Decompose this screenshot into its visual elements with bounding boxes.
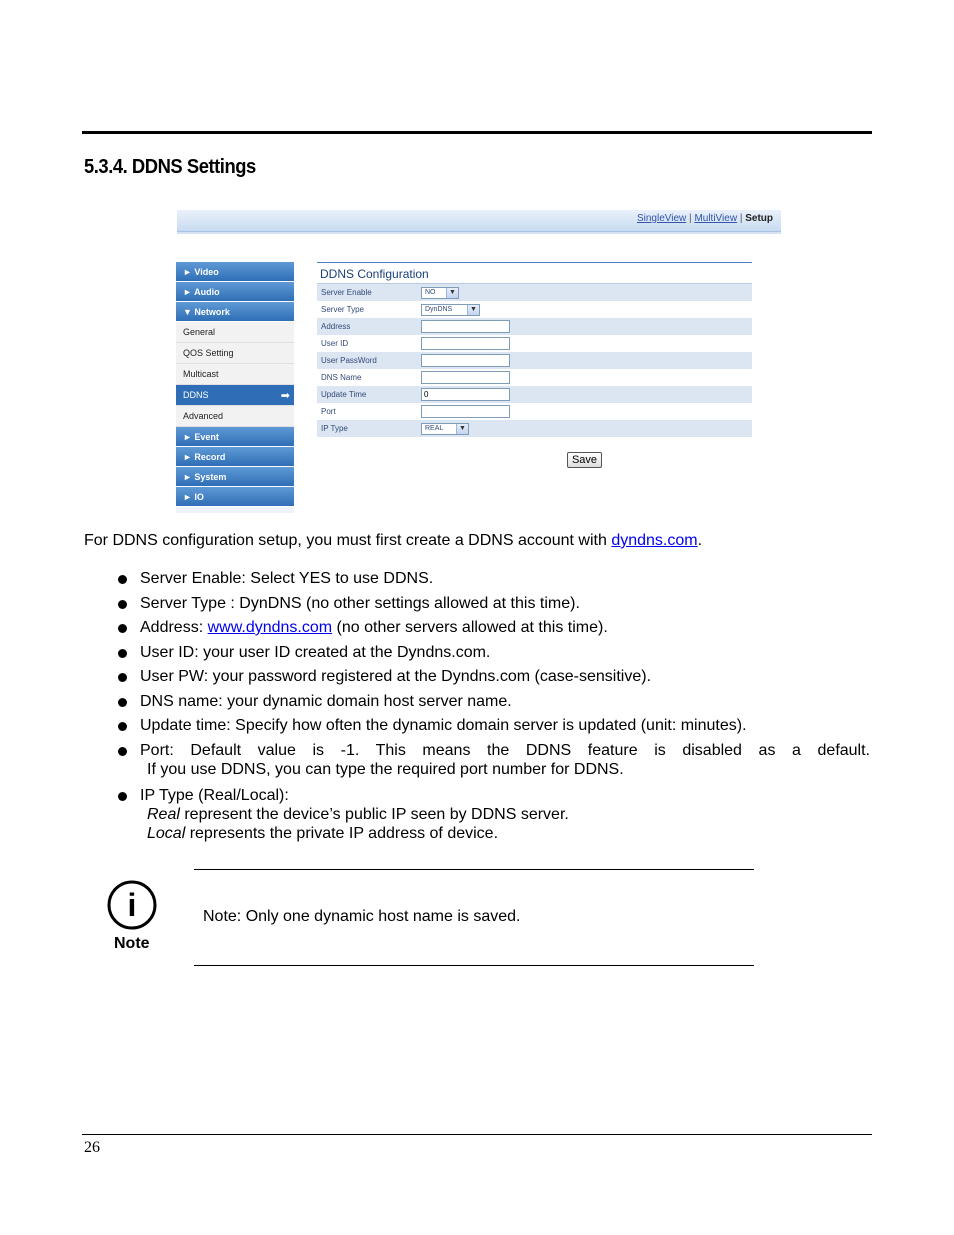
note-top-rule [194,869,754,870]
list-item-text: IP Type (Real/Local): [140,786,289,804]
www-dyndns-link[interactable]: www.dyndns.com [207,619,333,636]
user-id-input[interactable] [421,337,510,350]
list-item-text: (no other servers allowed at this time). [332,619,608,636]
list-item-text: Address: [140,619,208,636]
address-row [317,318,752,335]
sidebar-item-label: DDNS [183,390,209,400]
list-item: DNS name: your dynamic domain host server name. [117,693,870,711]
section-title: 5.3.4. DDNS Settings [84,156,256,178]
sidebar-item-io[interactable]: ► IO [176,487,294,507]
local-term: Local [147,824,186,842]
ip-type-real-line [140,806,870,824]
page-number: 26 [84,1139,100,1156]
update-time-input[interactable] [421,388,510,401]
ddns-config-panel [317,262,752,437]
password-row [317,352,752,369]
settings-bullet-list [117,570,870,849]
update-time-row [317,386,752,403]
sidebar-item-general[interactable]: General [176,322,294,343]
list-item [117,787,870,843]
update-time-label: Update Time [321,390,367,399]
multiview-link[interactable]: MultiView [694,213,738,224]
save-button[interactable]: Save [567,452,602,468]
nav-separator: | [739,213,743,224]
sidebar-item-record[interactable]: ► Record [176,447,294,467]
real-description: represent the device’s public IP seen by DDNS server. [179,805,569,823]
ip-type-row [317,420,752,437]
dns-name-row [317,369,752,386]
selected-value: REAL [425,425,444,432]
sidebar-item-event[interactable]: ► Event [176,427,294,447]
address-label: Address [321,322,351,331]
info-icon [107,880,157,930]
list-item: Server Type : DynDNS (no other settings allowed at this time). [117,595,870,613]
port-label: Port [321,407,336,416]
info-icon-letter: i [127,887,137,923]
dyndns-link[interactable]: dyndns.com [611,532,698,549]
selected-value: DynDNS [425,306,453,313]
setup-link[interactable]: Setup [745,213,773,224]
server-type-row [317,301,752,318]
list-item: Server Enable: Select YES to use DDNS. [117,570,870,588]
dns-name-input[interactable] [421,371,510,384]
password-input[interactable] [421,354,510,367]
list-item: User ID: your user ID created at the Dyndns.com. [117,644,870,662]
singleview-link[interactable]: SingleView [636,213,687,224]
port-input[interactable] [421,405,510,418]
intro-text: For DDNS configuration setup, you must first create a DDNS account with [84,532,612,549]
top-navigation [637,213,773,224]
list-item: User PW: your password registered at the Dyndns.com (case-sensitive). [117,668,870,686]
user-id-row [317,335,752,352]
list-item-text: Port: Default value is -1. This means the DDNS feature is disabled as a default. [140,741,870,759]
list-item-text: If you use DDNS, you can type the required port number for DDNS. [147,760,624,778]
server-enable-label: Server Enable [321,288,372,297]
server-enable-row [317,284,752,301]
address-input[interactable] [421,320,510,333]
port-row [317,403,752,420]
server-type-select[interactable] [421,304,480,316]
sidebar-footer [176,507,294,513]
ip-type-select[interactable] [421,423,469,435]
nav-separator: | [689,213,692,224]
settings-sidebar [176,262,294,513]
chevron-down-icon: ▼ [456,424,468,434]
sidebar-item-audio[interactable]: ► Audio [176,282,294,302]
note-bottom-rule [194,965,754,966]
server-enable-select[interactable] [421,287,459,299]
ip-type-label: IP Type [321,424,348,433]
local-description: represents the private IP address of device. [185,824,499,842]
user-id-label: User ID [321,339,349,348]
intro-paragraph [84,532,702,550]
footer-rule [82,1134,872,1135]
sidebar-item-advanced[interactable]: Advanced [176,406,294,427]
arrow-right-icon: ➡ [280,389,290,402]
header-underline [177,232,781,234]
sidebar-item-qos[interactable]: QOS Setting [176,343,294,364]
ip-type-local-line [140,825,870,843]
real-term: Real [147,805,180,823]
password-label: User PassWord [321,356,377,365]
note-text: Note: Only one dynamic host name is saved. [203,908,521,925]
sidebar-item-ddns[interactable] [176,385,294,406]
intro-end: . [697,532,703,549]
selected-value: NO [425,289,436,296]
sidebar-item-multicast[interactable]: Multicast [176,364,294,385]
list-item [117,619,870,637]
chevron-down-icon: ▼ [467,305,479,315]
dns-name-label: DNS Name [321,373,362,382]
setup-header-bar [177,210,781,232]
chevron-down-icon: ▼ [446,288,458,298]
list-item: Update time: Specify how often the dynamic domain server is updated (unit: minutes). [117,717,870,735]
sidebar-item-system[interactable]: ► System [176,467,294,487]
top-rule [82,131,872,134]
sidebar-item-network[interactable]: ▼ Network [176,302,294,322]
note-label: Note [114,935,150,952]
config-title: DDNS Configuration [317,262,752,284]
sidebar-item-video[interactable]: ► Video [176,262,294,282]
server-type-label: Server Type [321,305,364,314]
list-item [117,742,870,779]
